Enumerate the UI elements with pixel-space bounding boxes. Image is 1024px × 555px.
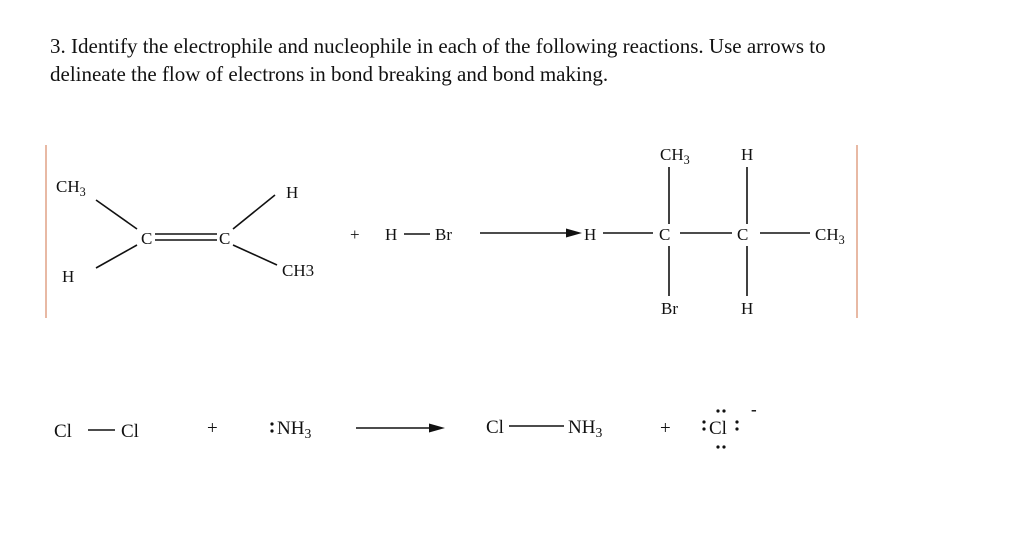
plus-sign-3: + [660, 418, 671, 439]
reaction-arrow-1-head [566, 229, 582, 238]
product-chlorine: Cl [486, 417, 504, 438]
chloride-right-dot-1 [735, 420, 738, 423]
hbr-bromine: Br [435, 225, 452, 244]
chloride-left-dot-1 [702, 420, 705, 423]
chloride-bottom-dot-1 [716, 445, 719, 448]
alkene-top-left-group: $CH_3$ [56, 177, 86, 199]
chlorine-right-atom: Cl [121, 421, 139, 442]
chloride-top-dot-2 [722, 409, 725, 412]
product-c2-top-group: H [741, 145, 754, 164]
plus-sign-2: + [207, 418, 218, 439]
chloride-ion: Cl [709, 418, 727, 439]
product-c2-bottom-group: H [741, 299, 754, 318]
product-c1-bottom-group: Br [661, 299, 678, 318]
product-carbon-1: C [659, 225, 671, 244]
hbr-hydrogen: H [385, 225, 398, 244]
question-line-2: delineate the flow of electrons in bond breaking and bond making. [50, 62, 609, 86]
chloride-bottom-dot-2 [722, 445, 725, 448]
reaction-arrow-2-head [429, 424, 445, 433]
alkene-carbon-1: C [141, 229, 153, 248]
product-carbon-2: C [737, 225, 749, 244]
alkene-top-right-group: H [286, 183, 299, 202]
alkene-bottom-left-group: H [62, 267, 75, 286]
chloride-negative-charge: - [751, 400, 757, 419]
alkene-carbon-2: C [219, 229, 231, 248]
chloride-right-dot-2 [735, 427, 738, 430]
ammonia: $NH_3$ [277, 418, 312, 441]
chloride-top-dot-1 [716, 409, 719, 412]
bond-c2-h [233, 195, 275, 229]
chloride-left-dot-2 [702, 427, 705, 430]
product-right-group: $CH_3$ [815, 225, 845, 247]
product-ammonium: $NH_3$ [568, 417, 603, 440]
alkene-bottom-right-group: CH3 [282, 261, 315, 280]
product-left-hydrogen: H [584, 225, 597, 244]
chlorine-left-atom: Cl [54, 421, 72, 442]
product-c1-top-group: $CH_3$ [660, 145, 690, 167]
question-line-1: 3. Identify the electrophile and nucleophile in each of the following reactions. Use arrows to [50, 34, 826, 58]
nitrogen-lone-pair-dot-2 [270, 429, 273, 432]
plus-sign-1: + [350, 225, 360, 244]
bond-ch3-c1 [96, 200, 137, 229]
bond-h-c1 [96, 245, 137, 268]
nitrogen-lone-pair-dot-1 [270, 422, 273, 425]
bond-c2-ch3 [233, 245, 277, 265]
